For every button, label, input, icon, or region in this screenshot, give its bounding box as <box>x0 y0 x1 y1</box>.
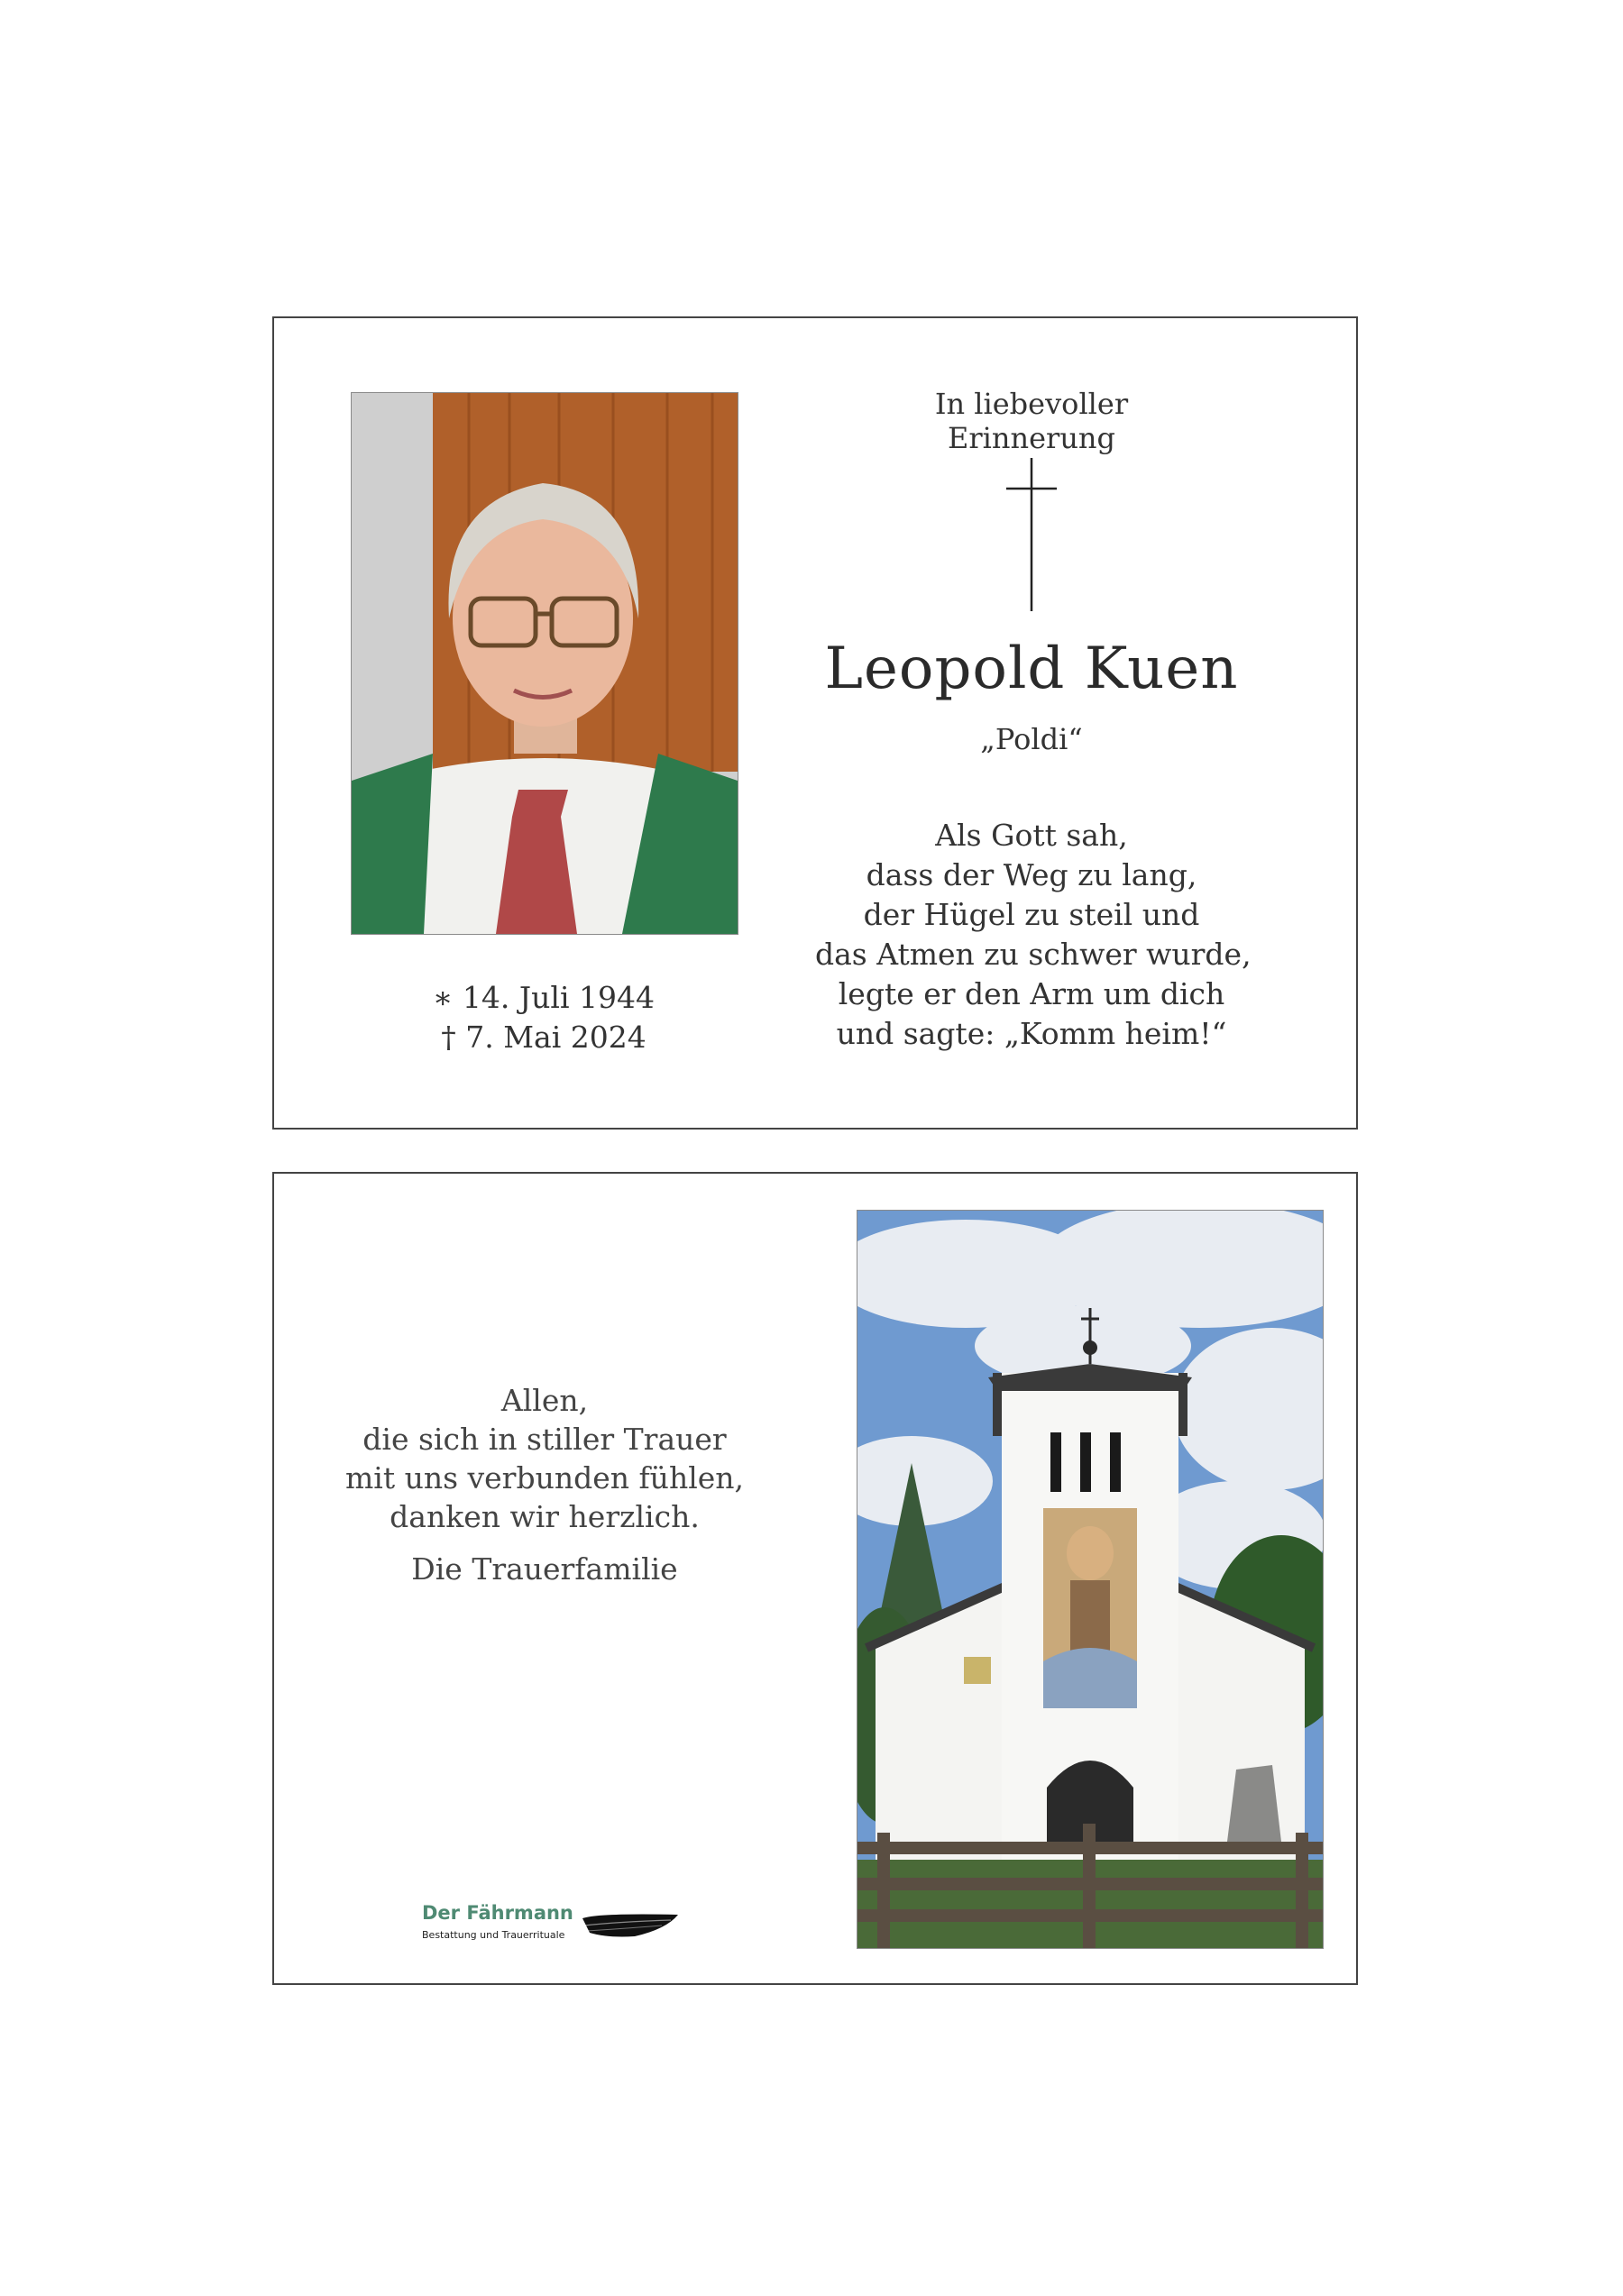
boat-icon <box>581 1909 680 1942</box>
nickname: „Poldi“ <box>980 722 1083 756</box>
logo-title: Der Fährmann <box>422 1902 573 1924</box>
poem-line: legte er den Arm um dich <box>838 976 1225 1011</box>
card-back <box>272 1172 1358 1985</box>
logo-subtitle: Bestattung und Trauerrituale <box>422 1929 565 1941</box>
poem-line: dass der Weg zu lang, <box>866 857 1197 892</box>
church-photo <box>857 1210 1324 1949</box>
thanks-line: Allen, <box>500 1383 589 1418</box>
thanks-line: danken wir herzlich. <box>390 1499 700 1534</box>
cross-icon <box>1004 458 1059 611</box>
thanks-line: mit uns verbunden fühlen, <box>344 1460 745 1496</box>
poem-line: Als Gott sah, <box>935 818 1128 853</box>
birth-date: ∗ 14. Juli 1944 <box>433 980 655 1015</box>
poem-line: der Hügel zu steil und <box>863 897 1200 932</box>
life-dates <box>351 978 737 1057</box>
poem <box>815 816 1252 1054</box>
thanks-text <box>328 1381 761 1536</box>
thanks-line: die sich in stiller Trauer <box>362 1422 727 1457</box>
death-date: † 7. Mai 2024 <box>441 1020 646 1055</box>
poem-line: und sagte: „Komm heim!“ <box>836 1016 1227 1051</box>
deceased-name: Leopold Kuen <box>824 636 1239 702</box>
funeral-home-logo <box>422 1902 692 1956</box>
poem-line: das Atmen zu schwer wurde, <box>815 937 1252 972</box>
portrait-photo <box>351 392 738 935</box>
card-front <box>272 316 1358 1130</box>
family-signature: Die Trauerfamilie <box>411 1551 678 1587</box>
memorial-heading: In liebevoller Erinnerung <box>934 387 1129 455</box>
